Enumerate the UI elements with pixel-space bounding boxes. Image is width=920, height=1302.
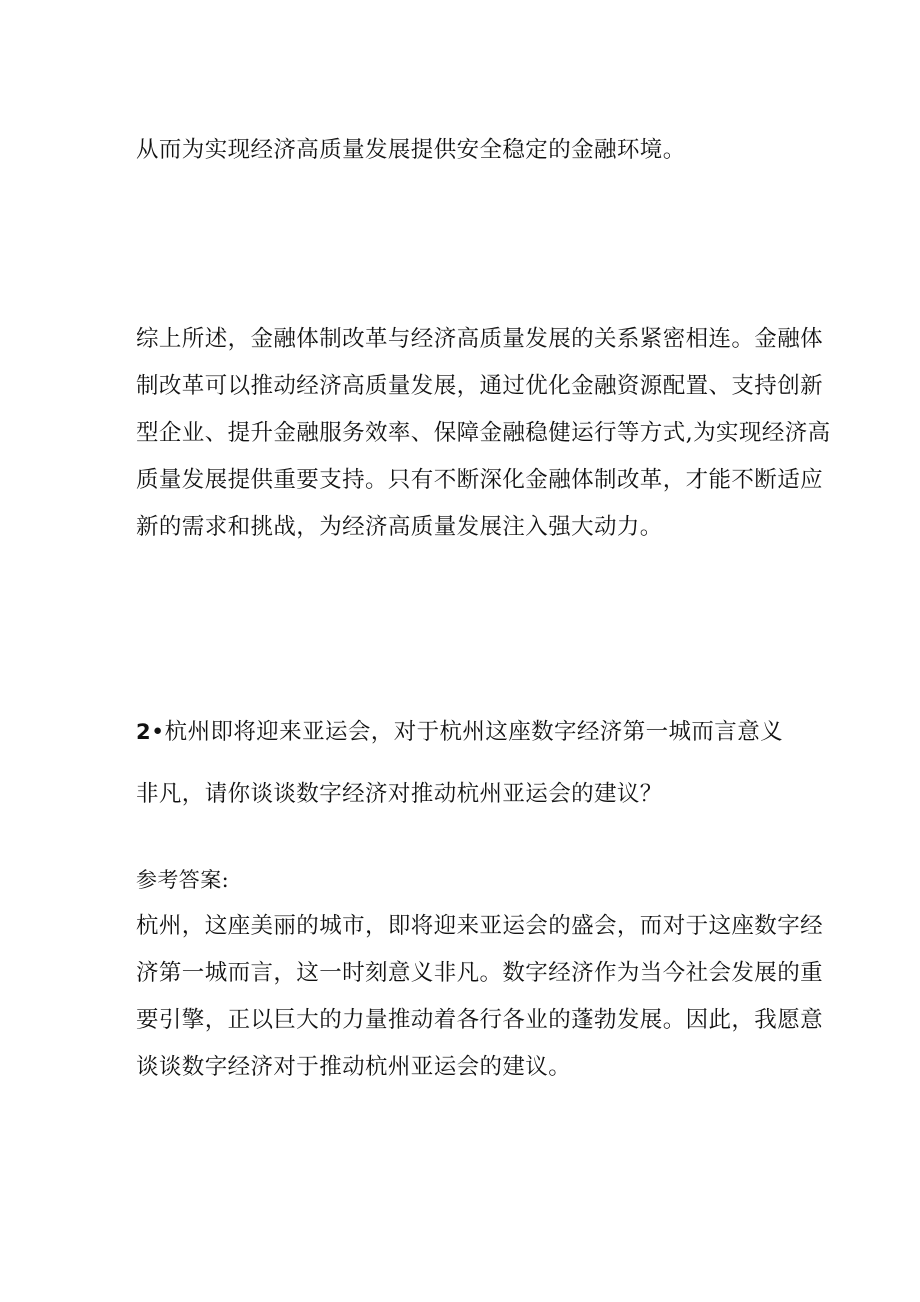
text-line: 从而为实现经济高质量发展提供安全稳定的金融环境。	[136, 137, 686, 163]
text-line: 济第一城而言，这一时刻意义非凡。数字经济作为当今社会发展的重	[136, 960, 824, 986]
text-line: 制改革可以推动经济高质量发展，通过优化金融资源配置、支持创新	[136, 373, 824, 399]
paragraph-conclusion-fragment	[136, 127, 796, 174]
paragraph-summary	[136, 316, 831, 551]
text-line: 杭州，这座美丽的城市，即将迎来亚运会的盛会，而对于这座数字经	[136, 913, 824, 939]
question-2	[136, 709, 796, 833]
text-line: 型企业、提升金融服务效率、保障金融稳健运行等方式,为实现经济高	[136, 420, 831, 446]
question-line: 非凡，请你谈谈数字经济对推动杭州亚运会的建议？	[136, 781, 663, 807]
question-number: 2	[136, 720, 152, 744]
text-line: 新的需求和挑战，为经济高质量发展注入强大动力。	[136, 514, 663, 540]
question-line	[136, 709, 796, 771]
text-line: 要引擎，正以巨大的力量推动着各行各业的蓬勃发展。因此，我愿意	[136, 1007, 824, 1033]
text-line: 质量发展提供重要支持。只有不断深化金融体制改革，才能不断适应	[136, 467, 824, 493]
question-text: •杭州即将迎来亚运会，对于杭州这座数字经济第一城而言意义	[151, 719, 783, 745]
answer-paragraph	[136, 903, 824, 1091]
answer-label: 参考答案:	[136, 868, 230, 892]
text-line: 谈谈数字经济对于推动杭州亚运会的建议。	[136, 1054, 572, 1080]
text-line: 综上所述，金融体制改革与经济高质量发展的关系紧密相连。金融体	[136, 326, 824, 352]
